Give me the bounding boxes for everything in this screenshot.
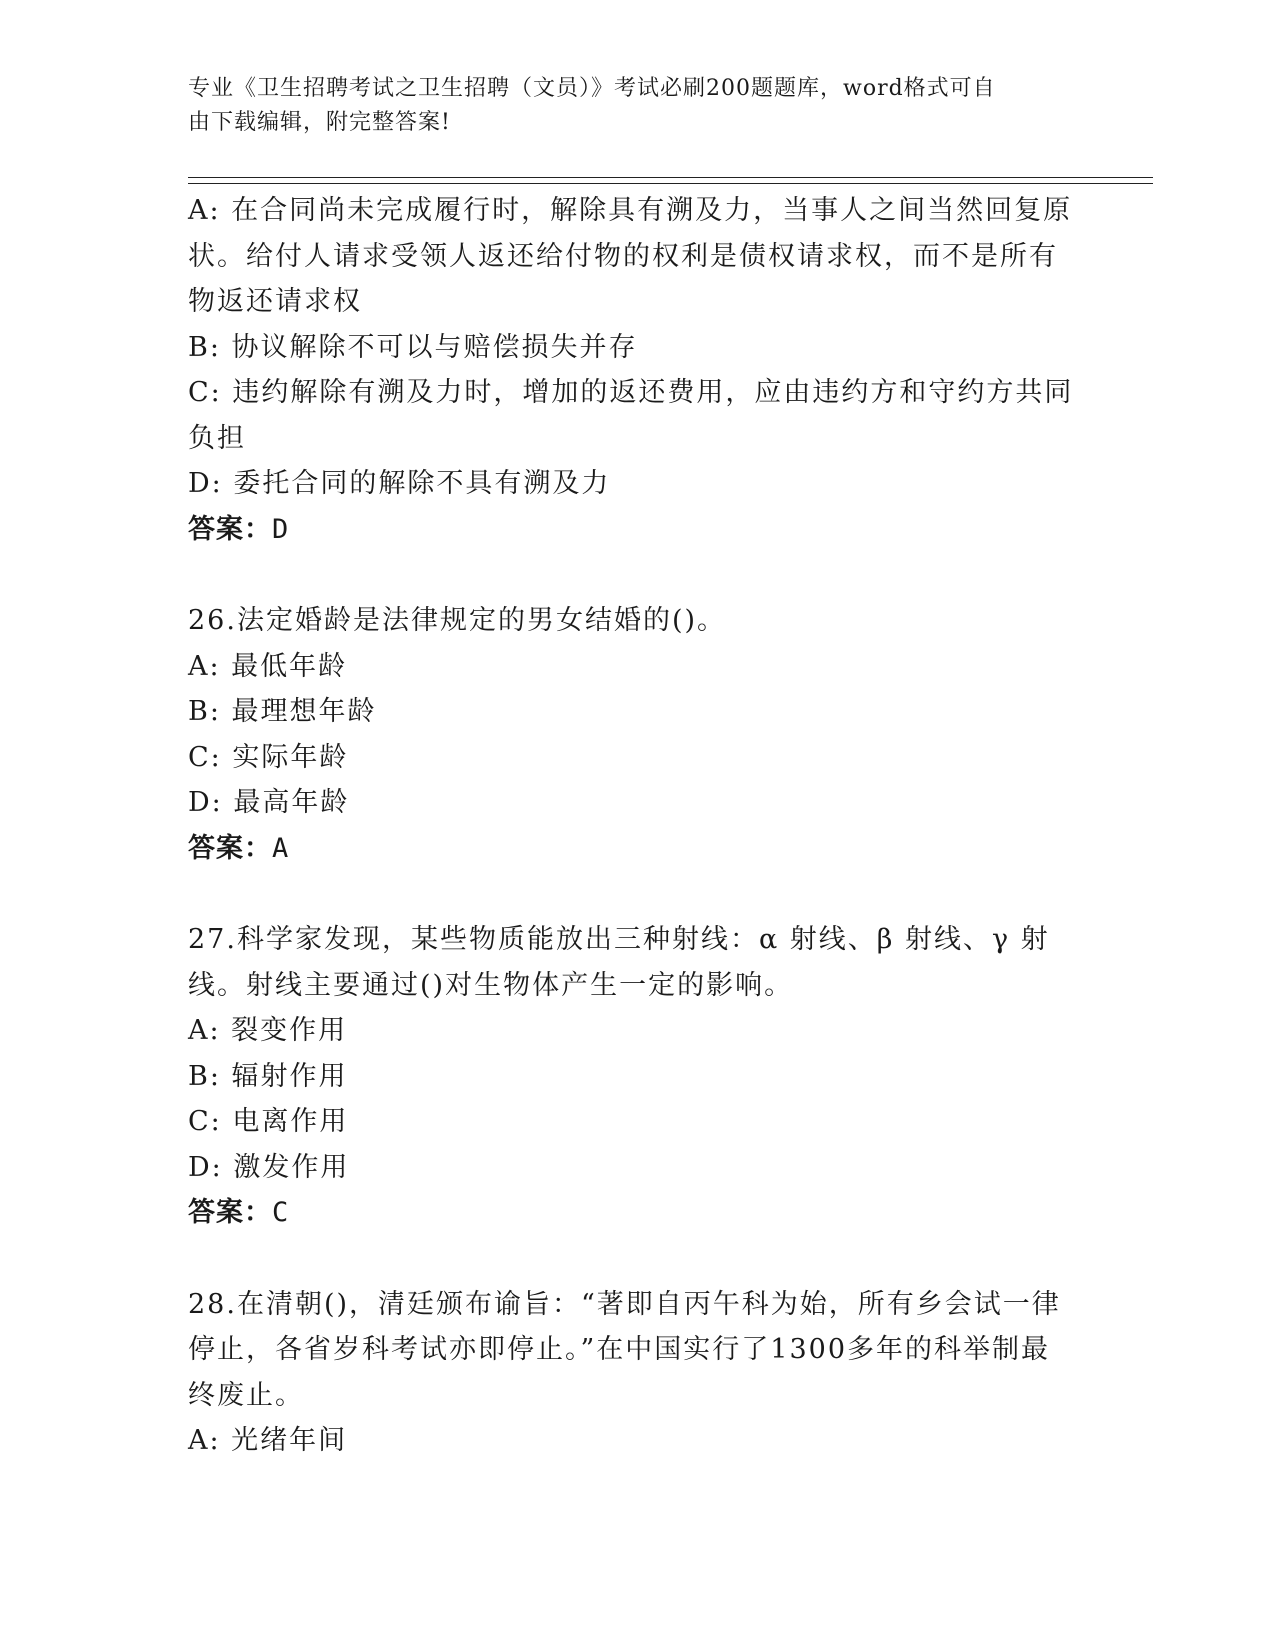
document-header: [188, 72, 1068, 140]
answer-value: C: [272, 1197, 290, 1228]
option-line: 负担: [188, 422, 246, 454]
question-text: 28.在清朝()，清廷颁布谕旨：“著即自丙午科为始，所有乡会试一律: [188, 1288, 1061, 1320]
answer-value: A: [272, 832, 290, 864]
option-d: D: 激发作用: [188, 1151, 350, 1183]
header-rule-bottom: [188, 183, 1153, 184]
question-block-26: [188, 598, 1078, 871]
question-text: 26.法定婚龄是法律规定的男女结婚的()。: [188, 605, 727, 636]
option-line: A: 在合同尚未完成履行时，解除具有溯及力，当事人之间当然回复原: [188, 195, 1073, 226]
answer-line: [188, 507, 1078, 553]
option-line: C: 违约解除有溯及力时，增加的返还费用，应由违约方和守约方共同: [188, 377, 1074, 408]
question-block-27: [188, 917, 1078, 1236]
answer-label: 答案：: [188, 1197, 272, 1228]
option-a: A: 最低年龄: [188, 650, 348, 682]
option-line: 状。给付人请求受领人返还给付物的权利是债权请求权，而不是所有: [188, 240, 1058, 272]
question-block-28: [188, 1282, 1078, 1464]
option-b: B: 辐射作用: [188, 1060, 348, 1092]
option-b: B: 最理想年龄: [188, 696, 377, 727]
option-d: D: 最高年龄: [188, 787, 350, 818]
option-a: A: 裂变作用: [188, 1015, 348, 1046]
option-line: D: 委托合同的解除不具有溯及力: [188, 468, 611, 499]
header-line-1: 专业《卫生招聘考试之卫生招聘（文员）》考试必刷200题题库，word格式可自: [188, 76, 996, 101]
option-line: 物返还请求权: [188, 286, 362, 317]
question-text: 27.科学家发现，某些物质能放出三种射线：α 射线、β 射线、γ 射: [188, 924, 1050, 955]
option-c: C: 实际年龄: [188, 741, 349, 773]
document-body: [188, 188, 1078, 1464]
question-text: 终废止。: [188, 1379, 304, 1411]
question-text: 线。射线主要通过()对生物体产生一定的影响。: [188, 969, 794, 1001]
option-line: B: 协议解除不可以与赔偿损失并存: [188, 331, 638, 363]
answer-value: D: [272, 513, 290, 545]
header-line-2: 由下载编辑，附完整答案!: [188, 110, 451, 135]
answer-line: [188, 1190, 1078, 1236]
question-block-25: [188, 188, 1078, 552]
header-rule-top: [188, 177, 1153, 178]
question-text: 停止，各省岁科考试亦即停止。”在中国实行了1300多年的科举制最: [188, 1334, 1051, 1365]
answer-line: [188, 826, 1078, 872]
option-c: C: 电离作用: [188, 1106, 349, 1137]
answer-label: 答案：: [188, 832, 272, 864]
option-a: A: 光绪年间: [188, 1425, 348, 1456]
answer-label: 答案：: [188, 513, 272, 545]
